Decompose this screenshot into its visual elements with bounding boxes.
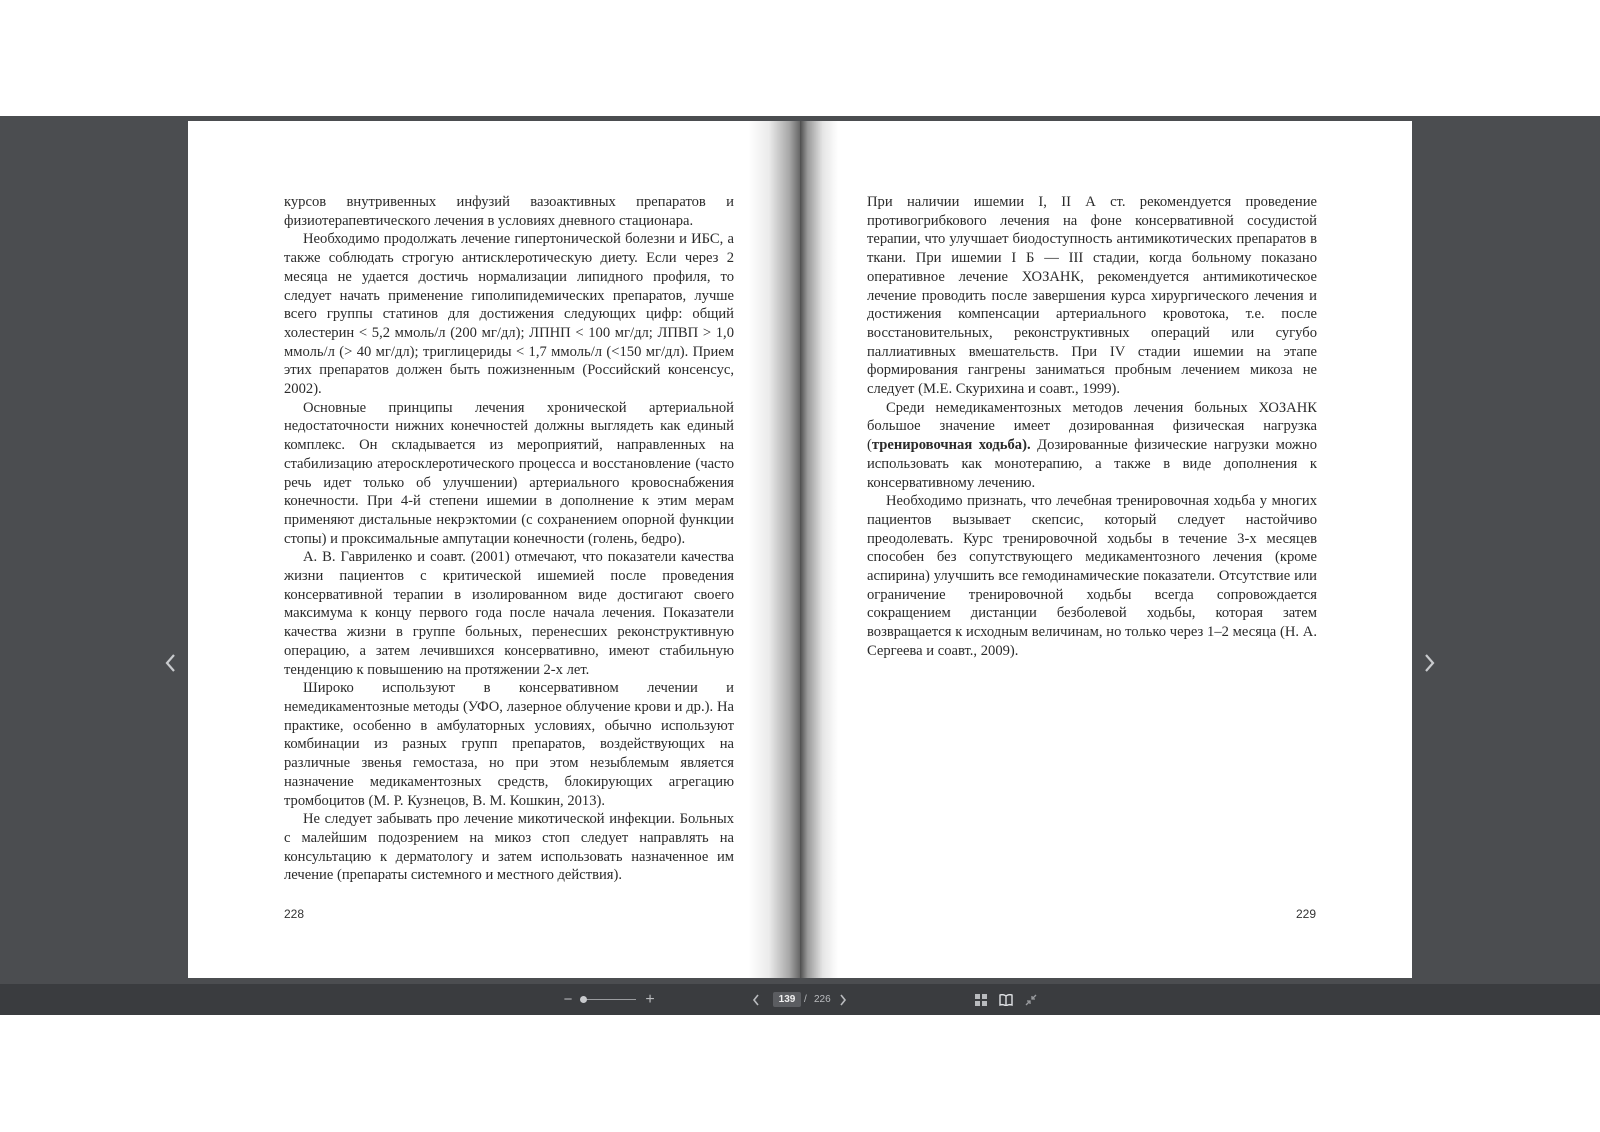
paragraph: Широко используют в консервативном лечении и немедикаментозные методы (УФО, лазерное облучение крови и др.). На практике, особенно в амбулаторных условиях, обычно используют комбинации из разных групп препаратов, воздействующих на различные звенья гемостаза, но при этом незыблемым является назначение медикаментозных средств, блокирующих агрегацию тромбоцитов (М. Р. Кузнецов, В. М. Кошкин, 2013). [284, 680, 734, 809]
paragraph: Необходимо продолжать лечение гипертонической болезни и ИБС, а также соблюдать строгую антисклеротическую диету. Если через 2 месяца не удается достичь нормализации липидного профиля, то следует начать применение гиполипидемических препаратов, лучше всего группы статинов для достижения следующих цифр: общий холестерин < 5,2 ммоль/л (200 мг/дл); ЛПНП < 100 мг/дл; ЛПВП > 1,0 ммоль/л (> 40 мг/дл); триглицериды < 1,7 ммоль/л (<150 мг/дл). Прием этих препаратов должен быть пожизненным (Российский консенсус, 2002). [284, 231, 734, 398]
book-viewer [0, 116, 1600, 984]
left-page-text [284, 193, 734, 885]
book-gutter-shadow [800, 121, 838, 978]
zoom-in-button[interactable] [642, 984, 658, 1015]
chevron-left-icon [161, 650, 181, 676]
page-separator: / [804, 994, 807, 1005]
book-view-button[interactable] [997, 984, 1015, 1015]
page-number-input[interactable] [773, 992, 801, 1007]
grid-view-button[interactable] [973, 984, 989, 1015]
left-page [188, 121, 800, 978]
paragraph: При наличии ишемии I, II А ст. рекомендуется проведение противогрибкового лечения на фоне консервативной сосудистой терапии, что улучшает биодоступность антимикотических препаратов в ткани. При ишемии I Б — III стадии, когда больному показано оперативное лечение ХОЗАНК, рекомендуется антимикотическое лечение проводить после завершения курса хирургического лечения и достижения компенсации артериального кровотока, т.е. после восстановительных, реконструктивных операций или сугубо паллиативных вмешательств. При IV стадии ишемии на этапе формирования гангрены заниматься пробным лечением микоза не следует (М.Е. Скурихина и соавт., 1999). [867, 194, 1317, 398]
exit-fullscreen-button[interactable] [1023, 984, 1039, 1015]
chevron-left-icon [751, 993, 761, 1007]
paragraph: Не следует забывать про лечение микотической инфекции. Больных с малейшим подозрением на микоз стоп следует направлять на консультацию к дерматологу и затем использовать назначенное им лечение (препараты системного и местного действия). [284, 811, 734, 884]
next-spread-button[interactable] [1419, 650, 1439, 676]
zoom-slider-track [584, 999, 636, 1000]
zoom-slider[interactable] [580, 984, 636, 1015]
previous-spread-button[interactable] [161, 650, 181, 676]
paragraph-text: Дозированные физические нагрузки можно использовать как монотерапию, а также в виде дополнения к консервативному лечению. [867, 437, 1317, 491]
bottom-toolbar [0, 984, 1600, 1015]
chevron-right-icon [838, 993, 848, 1007]
paragraph-text: Среди немедикаментозных методов лечения больных ХОЗАНК большое значение имеет дозированная физическая нагрузка ( [867, 399, 1317, 454]
right-page-text [867, 193, 1317, 661]
bold-term: тренировочная ходьба). [871, 437, 1031, 454]
next-page-button[interactable] [835, 984, 851, 1015]
zoom-slider-handle[interactable] [580, 996, 587, 1003]
previous-page-button[interactable] [748, 984, 764, 1015]
book-view-icon [999, 994, 1013, 1006]
zoom-in-icon: + [645, 990, 655, 1008]
total-pages: 226 [814, 994, 831, 1005]
grid-view-icon [975, 994, 987, 1006]
page-number: 228 [284, 907, 305, 921]
right-page [800, 121, 1412, 978]
page-number: 229 [1296, 907, 1317, 921]
paragraph: А. В. Гавриленко и соавт. (2001) отмечают, что показатели качества жизни пациентов с критической ишемией после проведения консервативной терапии в изолированном виде достигают своего максимума к концу первого года после начала лечения. Показатели качества жизни в группе больных, перенесших реконструктивную операцию, а затем лечившихся консервативно, имеют стабильную тенденцию к повышению на протяжении 2-х лет. [284, 549, 734, 678]
paragraph: курсов внутривенных инфузий вазоактивных препаратов и физиотерапевтического лечения в условиях дневного стационара. [284, 194, 734, 229]
zoom-out-icon: − [563, 991, 573, 1008]
book-gutter-shadow [748, 121, 800, 978]
paragraph: Основные принципы лечения хронической артериальной недостаточности нижних конечностей должны выглядеть как единый комплекс. Он складывается из мероприятий, направленных на стабилизацию атеросклеротического процесса и восстановление (часто речь идет только об улучшении) артериального кровоснабжения конечности. При 4-й степени ишемии в дополнение к этим мерам применяют дистальные некрэктомии (с сохранением опорной функции стопы) и проксимальные ампутации конечности (голень, бедро). [284, 399, 734, 547]
exit-fullscreen-icon [1025, 994, 1037, 1006]
paragraph: Необходимо признать, что лечебная тренировочная ходьба у многих пациентов вызывает скепсис, который следует настойчиво преодолевать. Курс тренировочной ходьбы в течение 3-х месяцев способен без сопутствующего медикаментозного лечения (кроме аспирина) улучшить все гемодинамические показатели. Отсутствие или ограничение тренировочной ходьбы всегда сопровождается сокращением дистанции безболевой ходьбы, которая затем возвращается к исходным величинам, но только через 1–2 месяца (Н. А. Сергеева и соавт., 2009). [867, 493, 1317, 659]
zoom-out-button[interactable] [560, 984, 576, 1015]
paragraph [867, 399, 1317, 493]
chevron-right-icon [1419, 650, 1439, 676]
